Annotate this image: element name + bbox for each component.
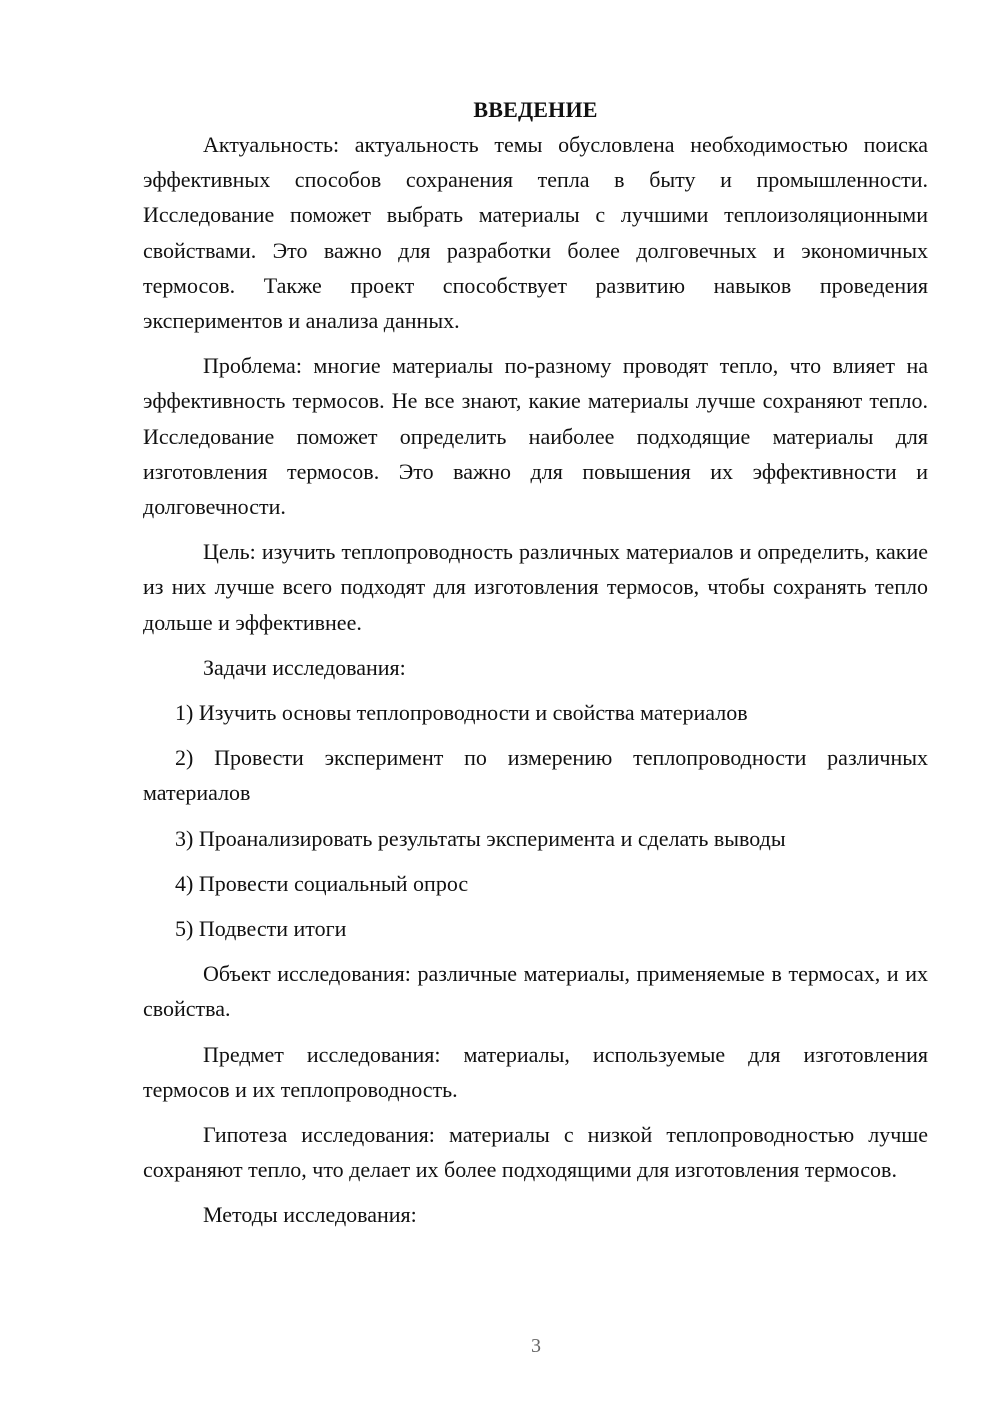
page-number: 3 (531, 1335, 541, 1357)
hypothesis-paragraph: Гипотеза исследования: материалы с низкой теплопроводностью лучше сохраняют тепло, что делает их более подходящими для изготовления термосов. (143, 1122, 928, 1183)
task-item-3: 3) Проанализировать результаты эксперимента и сделать выводы (175, 825, 786, 851)
object-paragraph: Объект исследования: различные материалы, применяемые в термосах, и их свойства. (143, 961, 928, 1022)
task-item-5: 5) Подвести итоги (175, 916, 347, 942)
task-item-2: 2) Провести эксперимент по измерению теплопроводности различных материалов (143, 745, 928, 806)
page-content (143, 92, 928, 1233)
relevance-paragraph: Актуальность: актуальность темы обусловлена необходимостью поиска эффективных способов сохранения тепла в быту и промышленности. Исследование поможет выбрать материалы с лучшими теплоизоляционными свойствами. Это важно для разработки более долговечных и экономичных термосов. Также проект способствует развитию навыков проведения экспериментов и анализа данных. (143, 132, 928, 334)
methods-heading: Методы исследования: (203, 1202, 417, 1228)
goal-paragraph: Цель: изучить теплопроводность различных материалов и определить, какие из них лучше всего подходят для изготовления термосов, чтобы сохранять тепло дольше и эффективнее. (143, 539, 928, 635)
task-item-4: 4) Провести социальный опрос (175, 870, 469, 896)
problem-paragraph: Проблема: многие материалы по-разному проводят тепло, что влияет на эффективность термосов. Не все знают, какие материалы лучше сохраняют тепло. Исследование поможет определить наиболее подходящие материалы для изготовления термосов. Это важно для повышения их эффективности и долговечности. (143, 353, 928, 520)
tasks-heading: Задачи исследования: (203, 654, 406, 680)
subject-paragraph: Предмет исследования: материалы, используемые для изготовления термосов и их теплопроводность. (143, 1041, 928, 1102)
task-item-1: 1) Изучить основы теплопроводности и свойства материалов (175, 700, 748, 726)
section-title: ВВЕДЕНИЕ (473, 97, 598, 122)
